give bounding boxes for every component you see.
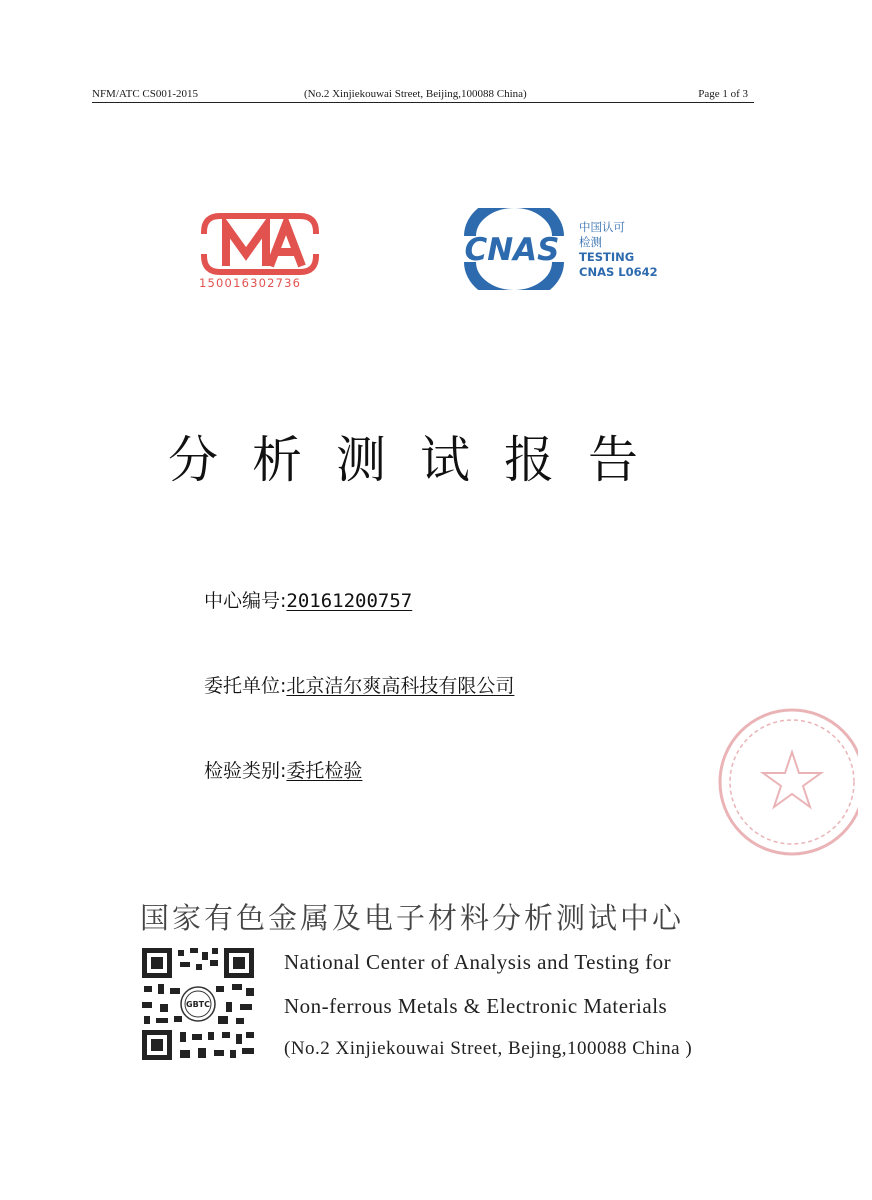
field-value: 委托检验 [286,760,363,782]
field-label: 中心编号: [204,590,287,612]
field-inspection-type [204,756,362,783]
cnas-line-2: 检测 [579,235,602,249]
cnas-accreditation-text [579,220,658,280]
field-value: 北京洁尔爽高科技有限公司 [286,675,515,697]
qr-badge-text: GBTC [186,1000,210,1009]
organization-name-en-line1: National Center of Analysis and Testing for [284,950,672,974]
cnas-line-1: 中国认可 [579,220,625,234]
cnas-line-3: TESTING [579,250,635,264]
cnas-line-4: CNAS L0642 [579,265,658,279]
field-value: 20161200757 [286,590,413,612]
organization-name-cn: 国家有色金属及电子材料分析测试中心 [140,901,685,935]
report-title: 分析测试报告 [168,431,672,489]
field-client [204,671,514,698]
field-center-number [204,586,412,613]
page-number: Page 1 of 3 [698,88,748,100]
official-seal-icon [708,702,858,862]
header-address: (No.2 Xinjiekouwai Street, Beijing,100088 China) [304,88,527,100]
cnas-logo-text: CNAS [464,232,560,268]
doc-code: NFM/ATC CS001-2015 [92,88,199,100]
field-label: 委托单位: [204,675,287,697]
cnas-logo-icon [452,208,572,290]
qr-code-icon [140,946,256,1062]
page-header [92,86,754,103]
field-label: 检验类别: [204,760,287,782]
organization-address-en: (No.2 Xinjiekouwai Street, Bejing,100088 China ) [284,1038,693,1059]
cma-number: 150016302736 [199,276,302,290]
organization-name-en-line2: Non-ferrous Metals & Electronic Materials [284,994,668,1018]
